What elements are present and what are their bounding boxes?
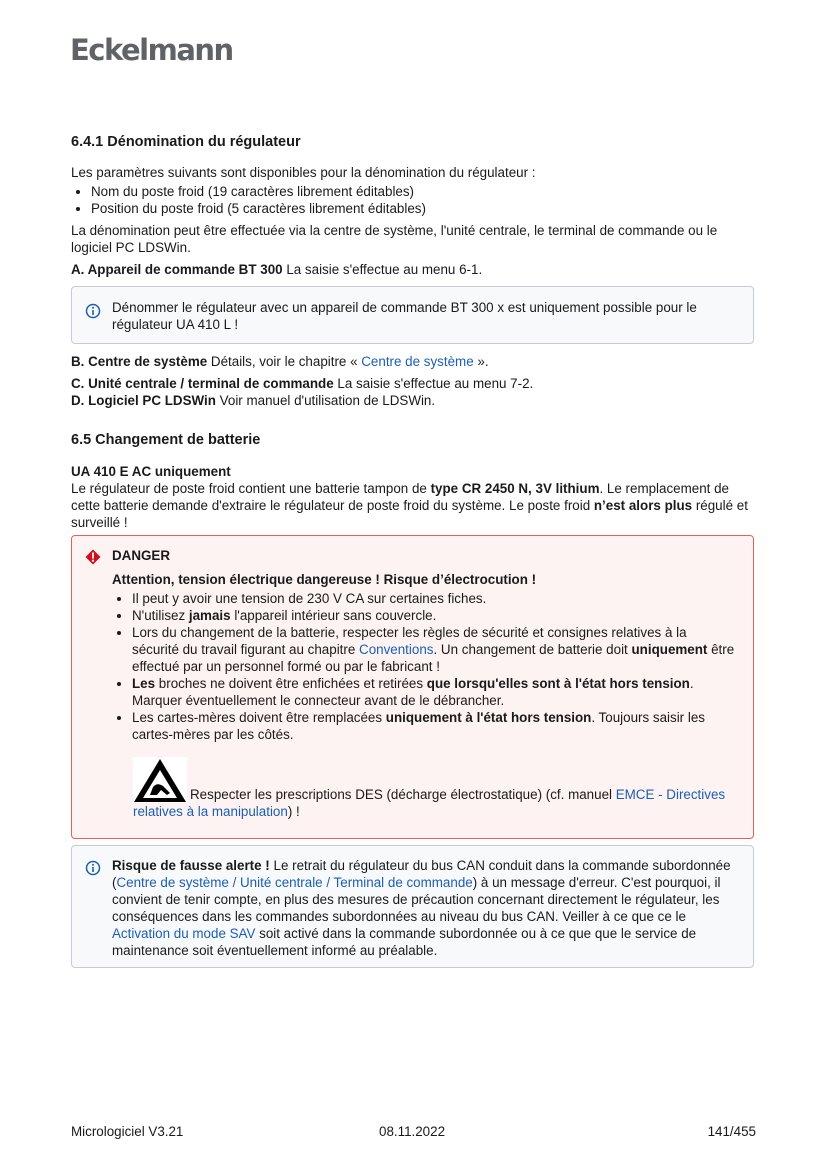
text-segment: ) à un message d'erreur. C'est pourquoi, il convient de tenir compte, en plus des mesures de précaution concernant directement le régulateur, les conséquences dans les commandes subordonnées au niveau du bus CAN. Veiller à ce que ce le [112, 875, 721, 924]
text-segment: Le retrait du régulateur du bus CAN conduit dans la commande subordonnée ( [112, 858, 731, 890]
text-segment: soit activé dans la commande subordonnée ou à ce que que le service de maintenance soit éventuellement informé au préalable. [112, 926, 697, 958]
eckelmann-logo: Eckelmann [70, 33, 233, 67]
text-segment: Le régulateur de poste froid contient une batterie tampon de [71, 481, 431, 496]
intro-text: Les paramètres suivants sont disponibles pour la dénomination du régulateur : [71, 165, 536, 180]
bold-text: uniquement à l'état hors tension [385, 710, 592, 725]
list-item [132, 607, 737, 624]
esd-note [133, 757, 737, 820]
bold-text: Les [132, 676, 156, 691]
option-b [71, 353, 756, 370]
text-segment: . Le remplacement de cette batterie demande d'extraire le régulateur de poste froid du système. Le poste froid [71, 481, 729, 513]
bold-text: uniquement [631, 642, 708, 657]
danger-icon [85, 549, 101, 565]
info-box [71, 286, 754, 344]
cross-reference-link[interactable]: EMCE - Directives relatives à la manipulation [133, 787, 726, 819]
cross-reference-link[interactable]: Conventions [359, 642, 434, 657]
options-bcd [71, 353, 756, 409]
text-segment: Lors du changement de la batterie, respecter les règles de sécurité et consignes relatives à la sécurité du travail figurant au chapitre [132, 625, 687, 657]
option-a [71, 261, 756, 278]
battery-paragraph [71, 480, 756, 531]
cross-reference-link[interactable]: Centre de système / Unité centrale / Terminal de commande [116, 875, 473, 890]
text-segment: ». [473, 354, 489, 369]
subheading: UA 410 E AC uniquement [71, 464, 231, 479]
list-item [132, 590, 737, 607]
footer-page-number: 141/455 [707, 1124, 756, 1139]
danger-box [71, 535, 754, 839]
bold-text: A. Appareil de commande BT 300 [71, 262, 283, 277]
text-segment: . Marquer éventuellement le connecteur avant de le débrancher. [132, 676, 694, 708]
footer-firmware: Micrologiciel V3.21 [71, 1124, 184, 1139]
footer-date: 08.11.2022 [379, 1124, 446, 1139]
bold-text: D. Logiciel PC LDSWin [71, 393, 216, 408]
bold-text: n’est alors plus [593, 498, 693, 513]
list-item [132, 624, 737, 675]
text-segment: . Toujours saisir les cartes-mères par les côtés. [132, 710, 705, 742]
bold-text: que lorsqu'elles sont à l'état hors tension [426, 676, 690, 691]
text-segment: régulé et surveillé ! [71, 498, 748, 530]
false-alarm-text [112, 857, 737, 959]
text-segment: La saisie s'effectue au menu 6-1. [282, 262, 483, 277]
bold-text: B. Centre de système [71, 354, 208, 369]
list-item: • Nom du poste froid (19 caractères librement éditables) [91, 183, 756, 200]
info-icon [85, 860, 101, 876]
section-heading-6-4-1: 6.4.1 Dénomination du régulateur [71, 134, 301, 150]
esd-warning-icon [133, 757, 187, 803]
section-6-4-1-body [71, 164, 756, 278]
danger-title: DANGER [112, 548, 171, 563]
danger-subtitle: Attention, tension électrique dangereuse ! Risque d’électrocution ! [112, 572, 537, 587]
text-segment: N'utilisez [132, 608, 189, 623]
option-c [71, 375, 756, 392]
text-segment: Il peut y avoir une tension de 230 V CA sur certaines fiches. [132, 591, 487, 606]
info-icon [85, 303, 101, 319]
bold-text: C. Unité centrale / terminal de commande [71, 376, 334, 391]
naming-list [71, 183, 756, 217]
info-box-false-alarm [71, 845, 754, 968]
list-item [132, 709, 737, 743]
list-item [132, 675, 737, 709]
naming-paragraph: La dénomination peut être effectuée via la centre de système, l'unité centrale, le terminal de commande ou le logiciel PC LDSWin. [71, 223, 718, 255]
text-segment: Respecter les prescriptions DES (décharge électrostatique) (cf. manuel [190, 787, 616, 802]
text-segment: Voir manuel d'utilisation de LDSWin. [215, 393, 436, 408]
cross-reference-link[interactable]: Centre de système [361, 354, 474, 369]
info-text: Dénommer le régulateur avec un appareil de commande BT 300 x est uniquement possible pour le régulateur UA 410 L ! [112, 300, 697, 332]
section-6-5-body [71, 463, 756, 531]
danger-list [112, 590, 737, 743]
text-segment: broches ne doivent être enfichées et retirées [155, 676, 427, 691]
bold-text: Risque de fausse alerte ! [112, 858, 270, 873]
text-segment: Détails, voir le chapitre « [207, 354, 362, 369]
cross-reference-link[interactable]: Activation du mode SAV [112, 926, 256, 941]
text-segment: La saisie s'effectue au menu 7-2. [333, 376, 534, 391]
text-segment: ) ! [287, 804, 300, 819]
text-segment: l'appareil intérieur sans couvercle. [230, 608, 437, 623]
bold-text: jamais [188, 608, 231, 623]
section-heading-6-5: 6.5 Changement de batterie [71, 432, 261, 448]
list-item: • Position du poste froid (5 caractères librement éditables) [91, 200, 756, 217]
text-segment: . Un changement de batterie doit [433, 642, 632, 657]
option-d [71, 392, 756, 409]
bold-text: type CR 2450 N, 3V lithium [430, 481, 600, 496]
text-segment: être effectué par un personnel formé ou par le fabricant ! [132, 642, 735, 674]
text-segment: Les cartes-mères doivent être remplacées [132, 710, 386, 725]
esd-text [133, 787, 725, 819]
